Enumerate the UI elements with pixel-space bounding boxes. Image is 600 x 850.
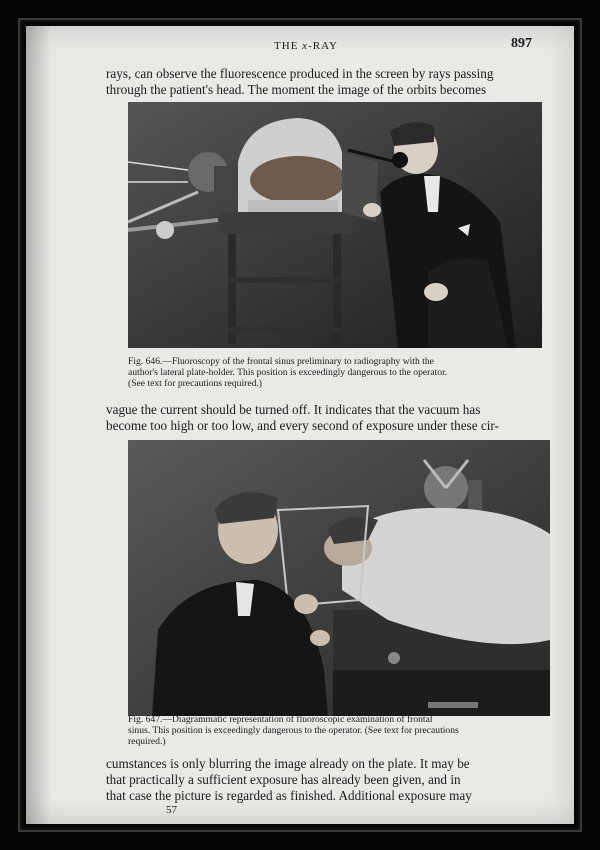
figure-646-illustration — [128, 102, 542, 348]
paragraph-2 — [106, 402, 532, 434]
paragraph-3 — [106, 756, 532, 804]
text-line: vague the current should be turned off. It indicates that the vacuum has — [106, 402, 481, 417]
caption-line: Fig. 647.—Diagrammatic representation of fluoroscopic examination of frontal — [128, 714, 433, 725]
figure-646-photo — [128, 102, 542, 348]
figure-647-photo — [128, 440, 550, 716]
figure-646-caption — [128, 356, 542, 389]
caption-line: (See text for precautions required.) — [128, 378, 262, 389]
running-head: THE x-RAY — [274, 40, 338, 52]
caption-line: author's lateral plate-holder. This position is exceedingly dangerous to the operator. — [128, 367, 448, 378]
text-line: through the patient's head. The moment the image of the orbits becomes — [106, 82, 487, 97]
signature-mark: 57 — [166, 804, 177, 816]
figure-647-caption — [128, 714, 542, 747]
text-line: that practically a sufficient exposure has already been given, and in — [106, 772, 461, 787]
text-line: rays, can observe the fluorescence produced in the screen by rays passing — [106, 66, 494, 81]
gutter-shadow — [26, 26, 52, 824]
caption-line: Fig. 646.—Fluoroscopy of the frontal sinus preliminary to radiography with the — [128, 356, 434, 367]
text-line: become too high or too low, and every second of exposure under these cir- — [106, 418, 499, 433]
figure-647-illustration — [128, 440, 550, 716]
book-page — [26, 26, 574, 824]
page-number: 897 — [511, 36, 532, 51]
text-line: cumstances is only blurring the image already on the plate. It may be — [106, 756, 470, 771]
paragraph-1 — [106, 66, 532, 98]
caption-line: sinus. This position is exceedingly dangerous to the operator. (See text for precautions — [128, 725, 459, 736]
text-line: that case the picture is regarded as finished. Additional exposure may — [106, 788, 472, 803]
caption-line: required.) — [128, 736, 166, 747]
